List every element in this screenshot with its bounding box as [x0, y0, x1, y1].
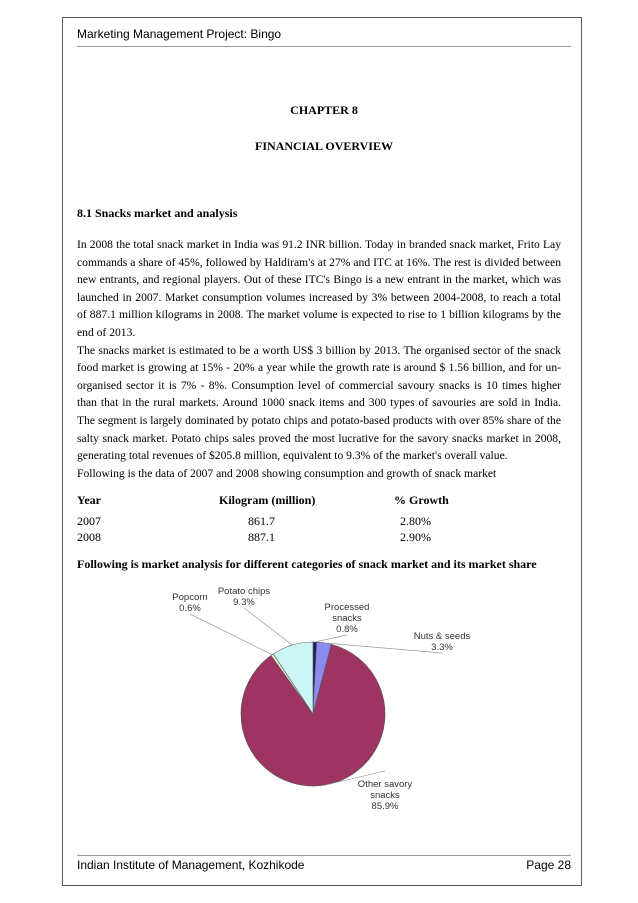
pie-label-other-savory-snacks: Other savory snacks 85.9% — [357, 779, 413, 812]
chapter-title: FINANCIAL OVERVIEW — [255, 139, 393, 153]
pie-label-popcorn: Popcorn 0.6% — [172, 592, 208, 614]
table-cell-year: 2008 — [77, 530, 101, 544]
snack-market-pie-chart — [160, 584, 500, 828]
header-rule — [77, 46, 571, 47]
paragraph-1: In 2008 the total snack market in India was 91.2 INR billion. Today in branded snack market, Frito Lay commands a share of 45%, followed by Haldiram's at 27% and ITC at 16%. The rest is divided between new entrants, and regional players. Out of these ITC's Bingo is a new entrant in the market, which was launched in 2007. Market consumption volumes increased by 3% between 2004-2008, to reach a total of 887.1 million kilograms in 2008. The market volume is expected to rise to 1 billion kilograms by the end of 2013. — [77, 238, 561, 339]
table-header-kilogram: Kilogram (million) — [219, 493, 316, 507]
footer-rule — [77, 855, 571, 856]
table-cell-year: 2007 — [77, 514, 101, 528]
table-header-growth: % Growth — [394, 493, 449, 507]
running-header: Marketing Management Project: Bingo — [77, 27, 282, 41]
table-cell-growth: 2.80% — [400, 514, 431, 528]
paragraph-2: The snacks market is estimated to be a worth US$ 3 billion by 2013. The organised sector of the snack food market is growing at 15% - 20% a year while the growth rate is around $ 1.56 billion, and for un-organised sector it is 7% - 8%. Consumption level of commercial savoury snacks is 10 times higher than that in the rural markets. Around 1000 snack items and 300 types of savouries are sold in India. The segment is largely dominated by potato chips and potato-based products with over 85% share of the salty snack market. Potato chips sales proved the most lucrative for the savory snacks market in 2008, generating total revenues of $205.8 million, equivalent to 9.3% of the market's overall value. — [77, 343, 561, 463]
pie-label-nuts-seeds: Nuts & seeds 3.3% — [413, 631, 471, 653]
paragraph-3: Following is the data of 2007 and 2008 showing consumption and growth of snack market — [77, 466, 497, 480]
chapter-number: CHAPTER 8 — [290, 103, 358, 117]
table-cell-kilogram: 887.1 — [248, 530, 275, 544]
pie-leader-line — [244, 608, 292, 645]
footer-institution: Indian Institute of Management, Kozhikode — [77, 858, 305, 872]
pie-label-processed-snacks: Processed snacks 0.8% — [324, 602, 370, 635]
table-cell-growth: 2.90% — [400, 530, 431, 544]
page-number: Page 28 — [526, 858, 571, 872]
pie-label-potato-chips: Potato chips 9.3% — [217, 586, 271, 608]
chart-intro: Following is market analysis for different categories of snack market and its market share — [77, 557, 537, 571]
pie-leader-line — [315, 635, 347, 642]
body-text — [77, 236, 561, 482]
section-heading: 8.1 Snacks market and analysis — [77, 206, 238, 220]
table-header-year: Year — [77, 493, 101, 507]
table-cell-kilogram: 861.7 — [248, 514, 275, 528]
